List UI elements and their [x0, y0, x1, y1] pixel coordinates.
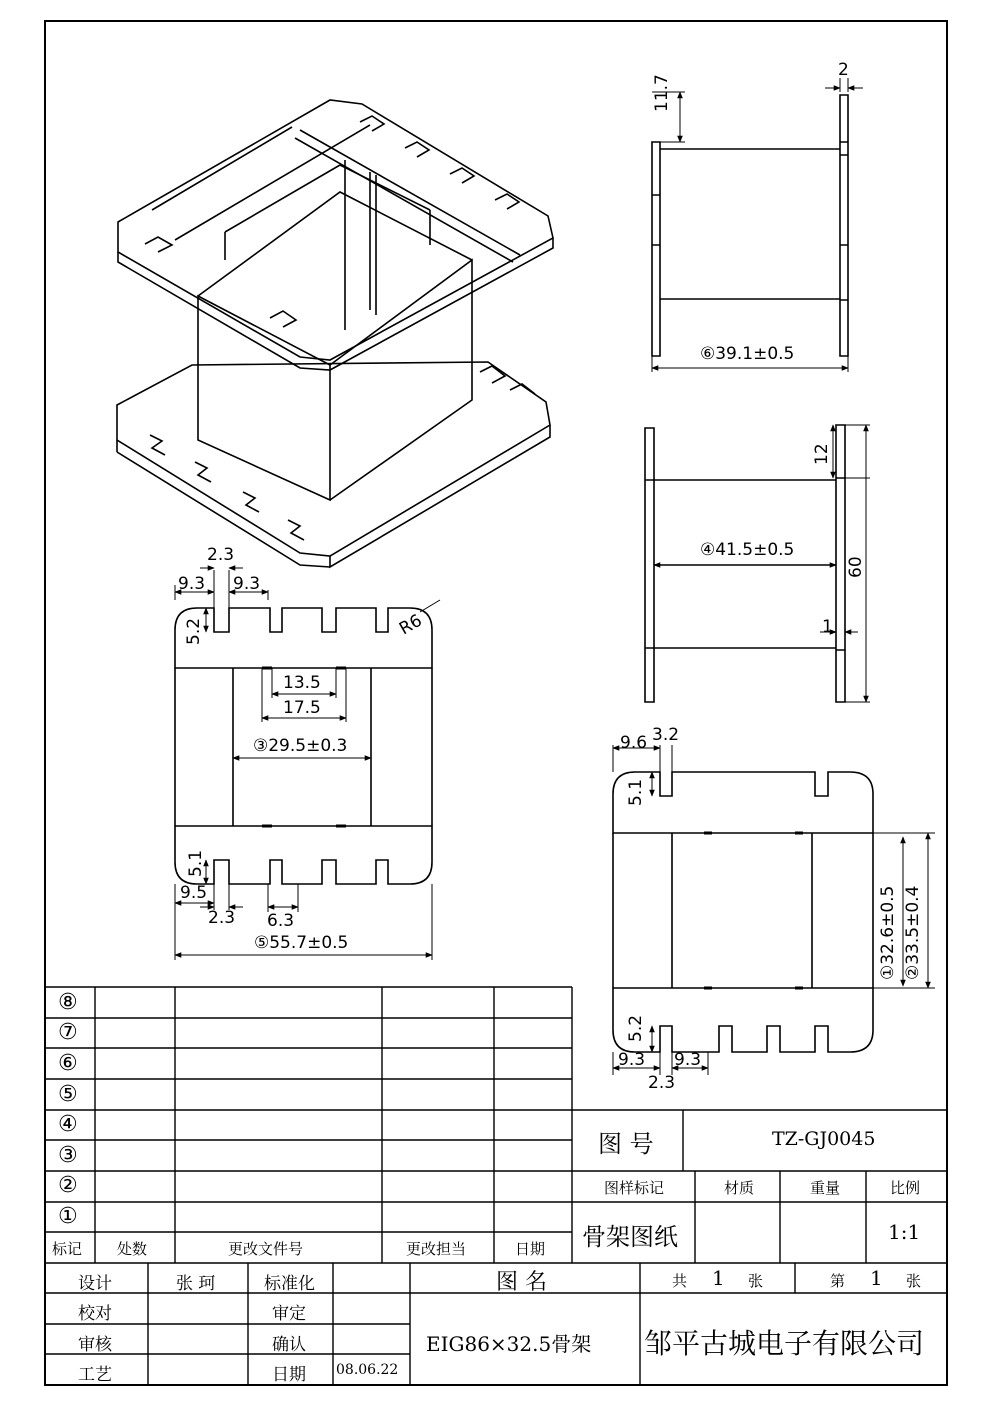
dim-right-5-1: 5.1 — [626, 778, 646, 806]
process-label: 工艺 — [78, 1365, 112, 1385]
dim-right-2-3: 2.3 — [648, 1073, 676, 1093]
drawing-no-label: 图 号 — [598, 1130, 654, 1158]
rev-header-count: 处数 — [117, 1240, 148, 1258]
date-value: 08.06.22 — [336, 1362, 399, 1378]
approve-label: 审定 — [272, 1304, 306, 1324]
rev-header-doc-no: 更改文件号 — [228, 1240, 304, 1258]
dim-9-6: 9.6 — [620, 733, 648, 753]
drawing-type: 骨架图纸 — [582, 1223, 678, 1251]
scale-label: 比例 — [890, 1179, 921, 1197]
date-label: 日期 — [272, 1365, 306, 1385]
dim-right-5-2: 5.2 — [626, 1014, 646, 1042]
dim-diameter-1: ①32.6±0.5 — [878, 885, 898, 980]
dim-9-3-a: 9.3 — [178, 574, 206, 594]
dim-5-1: 5.1 — [186, 849, 206, 877]
dim-right-9-3-a: 9.3 — [618, 1050, 646, 1070]
dim-60: 60 — [846, 556, 866, 578]
sheet-label: 第 — [830, 1272, 846, 1290]
dim-6-3: 6.3 — [267, 911, 295, 931]
dim-9-5: 9.5 — [180, 883, 208, 903]
drawing-no: TZ-GJ0045 — [772, 1128, 876, 1150]
rev-row-marker: ⑥ — [58, 1051, 78, 1076]
rev-row-marker: ⑤ — [58, 1082, 78, 1107]
dim-11-7: 11.7 — [652, 74, 672, 112]
confirm-label: 确认 — [272, 1335, 306, 1355]
rev-row-marker: ① — [58, 1204, 78, 1229]
sample-mark-label: 图样标记 — [604, 1179, 665, 1197]
dim-5-2: 5.2 — [184, 617, 204, 645]
dim-2-3-top: 2.3 — [207, 545, 235, 565]
dim-diameter-3: ③29.5±0.3 — [253, 736, 348, 756]
rev-header-mark: 标记 — [52, 1240, 83, 1258]
dim-17-5: 17.5 — [283, 698, 321, 718]
rev-row-marker: ③ — [58, 1143, 78, 1168]
dim-3-2: 3.2 — [652, 725, 680, 745]
rev-row-marker: ⑦ — [58, 1020, 78, 1045]
total-sheets: 1 — [712, 1266, 725, 1290]
rev-row-marker: ② — [58, 1173, 78, 1198]
rev-row-marker: ④ — [58, 1112, 78, 1137]
review-label: 审核 — [78, 1335, 112, 1355]
part-name: EIG86×32.5骨架 — [426, 1332, 592, 1356]
weight-label: 重量 — [810, 1179, 841, 1197]
rev-header-date: 日期 — [515, 1240, 546, 1258]
dim-diameter-2: ②33.5±0.4 — [903, 885, 923, 980]
company-name: 邹平古城电子有限公司 — [644, 1327, 925, 1360]
drawing-name-label: 图 名 — [496, 1270, 547, 1295]
dim-diameter-6: ⑥39.1±0.5 — [700, 344, 795, 364]
dim-diameter-4: ④41.5±0.5 — [700, 540, 795, 560]
rev-row-marker: ⑧ — [58, 990, 78, 1015]
sheet-no: 1 — [870, 1266, 883, 1290]
designer-name: 张 珂 — [176, 1274, 216, 1294]
dim-12: 12 — [812, 443, 832, 465]
dim-13-5: 13.5 — [283, 673, 321, 693]
design-label: 设计 — [78, 1274, 112, 1294]
sheet-unit: 张 — [748, 1272, 764, 1290]
dim-2: 2 — [838, 60, 849, 80]
scale-value: 1:1 — [888, 1220, 921, 1244]
dim-diameter-5: ⑤55.7±0.5 — [254, 933, 349, 953]
sheet-unit-2: 张 — [906, 1272, 922, 1290]
dim-9-3-b: 9.3 — [233, 574, 261, 594]
dim-right-9-3-b: 9.3 — [674, 1050, 702, 1070]
rev-header-person: 更改担当 — [406, 1240, 467, 1258]
check-label: 校对 — [78, 1304, 112, 1324]
dim-r6: R6 — [396, 610, 426, 640]
dim-2-3-bot: 2.3 — [208, 908, 236, 928]
dim-1: 1 — [822, 617, 833, 637]
material-label: 材质 — [724, 1179, 755, 1197]
total-label: 共 — [672, 1272, 688, 1290]
standardize-label: 标准化 — [264, 1274, 315, 1294]
